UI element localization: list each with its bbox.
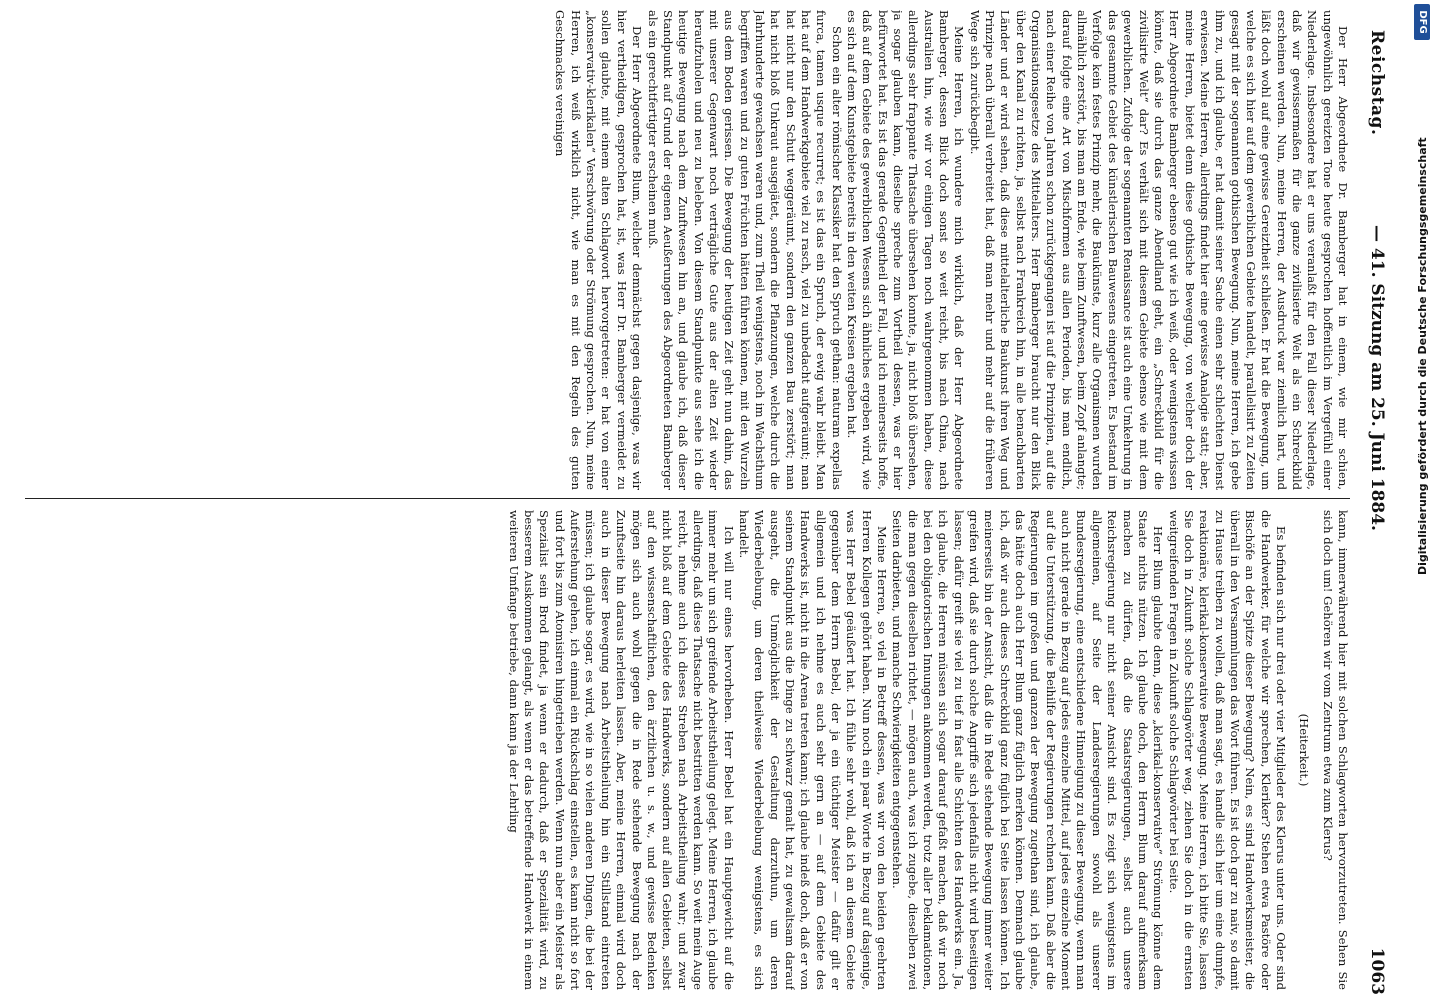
paragraph: kann, immerwährend hier mit solchen Schlagworten hervorzutreten. Sehen Sie sich doch um! Gehören wir vom Zentrum etwa zum Klerus?	[1320, 510, 1350, 990]
paragraph: Es befinden sich nur drei oder vier Mitglieder des Klerus unter uns. Oder sind die Handwerker, für welche wir sprechen, Kleriker? Stehen etwa Pastöre oder Bischöfe an der Spitze dieser Bewegung? Nein, es sind Handwerksmeister, die überall in den Versammlungen das Wort führen. Es ist doch gar zu naiv, so damit zu Hause treiben zu wollen, daß man sagt, es handle sich hier um eine dumpfe, reaktionäre, klerikal-konservative Bewegung. Meine Herren, ich bitte Sie, lassen Sie doch in Zukunft solche Schlagwörter weg, ziehen Sie doch in die ernsten weitgreifenden Fragen in Zukunft solche Schlagwörter bei Seite.	[1166, 510, 1288, 990]
left-column	[20, 10, 1350, 490]
paragraph: Schon ein alter römischer Klassiker hat den Spruch gethan: naturam expellas furca, tamen usque recurret; es ist das ein Spruch, der ewig wahr bleibt. Man hat auf dem Handwerkgebiete viel zu rasch, viel zu unbedacht aufgeräumt; man hat nicht nur den Schutt weggeräumt, sondern den ganzen Bau zerstört; man hat nicht bloß Unkraut ausgejätet, sondern die Pflanzungen, welche durch die Jahrhunderte gewachsen waren und, zum Theil wenigstens, noch im Wachsthum begriffen waren und zu guten Früchten hätten führen können, mit den Wurzeln aus dem Boden gerissen. Die Bewegung der heutigen Zeit geht nun dahin, das mit unserer Gegenwart noch verträgliche Gute aus der alten Zeit wieder heraufzuholen und neu zu beleben. Von diesem Standpunkte aus sehe ich die heutige Bewegung nach dem Zunftwesen hin an, und glaube ich, daß dieser Standpunkt auf Grund der eigenen Aeußerungen des Abgeordneten Bamberger als ein gerechtfertigter erscheinen muß.	[645, 10, 844, 490]
dfg-logo	[1414, 4, 1430, 40]
paragraph: Herr Blum glaubte denn, diese „klerikal-konservative“ Strömung könne dem Staate nichts nützen. Ich glaube doch, den Herrn Blum darauf aufmerksam machen zu dürfen, daß die Staatsregierungen, selbst auch unsere Reichsregierung nur nicht seiner Ansicht sind. Es zeigt sich wenigstens im allgemeinen, auf Seite der Landesregierungen sowohl als unserer Bundesregierung, eine entschiedene Hinneigung zu dieser Bewegung, wenn man auch nicht gerade in Bezug auf jedes einzelne Mittel, auf jedes einzelne Moment auf die Unterstützung, die Beihilfe der Regierungen rechnen kann. Daß aber die Regierungen im großen und ganzen der Bewegung zugethan sind, ich glaube, das hätte doch auch Herr Blum ganz füglich merken können. Demnach glaube ich, daß wir auch dieses Schreckbild ganz füglich bei Seite lassen können. Ich meinerseits bin der Ansicht, daß die in Rede stehende Bewegung immer weiter greifen wird, daß sie durch solche Angriffe sich jedenfalls nicht wird beseitigen lassen; dafür greift sie viel zu tief in fast alle Schichten des Handwerks ein. Ja, ich glaube, die Herren müssen sich sogar darauf gefaßt machen, daß wir noch bei den obligatorischen Innungen ankommen werden, trotz aller Deklamationen, die man gegen dieselben richtet, — mögen auch, was ich zugebe, dieselben zwei Seiten darbieten, und manche Schwierigkeiten entgegenstehen.	[890, 510, 1166, 990]
right-column	[20, 510, 1350, 990]
paragraph: Der Herr Abgeordnete Blum, welcher demnächst gegen dasjenige, was wir hier vertheidigen, gesprochen hat, ist, was Herr Dr. Bamberger vermeidet zu sollen glaubte, mit einem alten Schlagwort hervorgetreten: er hat von einer „konservativ-klerikalen“ Verschwörung oder Strömung gesprochen. Nun, meine Herren, ich weiß wirklich nicht, wie man es mit den Regeln des guten Geschmackes vereinigen	[553, 10, 645, 490]
session-title: — 41. Sitzung am 25. Juni 1884.	[1367, 225, 1387, 531]
paragraph: Ich will nur eines hervorheben. Herr Bebel hat ein Hauptgewicht auf die immer mehr um sich greifende Arbeitstheilung gelegt. Meine Herren, ich glaube allerdings, daß diese Thatsache nicht bestritten werden kann. So weit mein Auge reicht, nehme auch ich dieses Streben nach Arbeitstheilung wahr; und zwar nicht bloß auf dem Gebiete des Handwerks, sondern auf allen Gebieten, selbst auf den wissenschaftlichen, den ärztlichen u. s. w., und gewisse Bedenken mögen sich auch wohl gegen die in Rede stehende Bewegung nach der Zunftseite hin daraus herleiten lassen. Aber, meine Herren, einmal wird doch auch in dieser Bewegung nach Arbeitstheilung hin ein Stillstand eintreten müssen; ich glaube sogar, es wird, wie in so vielen anderen Dingen, die bei der Auferstehung gehen, ich einmal ein Rückschlag einstellen, es kann nicht so fort und fort bis zum Atomisiren hingetrieben werden. Wenn nun aber ein Meister als Spezialist sein Brod findet, ja wenn er dadurch, daß er Spezialität wird, zu besserem Auskommen gelangt, als wenn er das betreffende Handwerk in einem weiteren Umfange betriebe, dann kann ja der Lehrling	[506, 510, 736, 990]
running-title: Reichstag.	[1367, 30, 1387, 136]
paragraph: Der Herr Abgeordnete Dr. Bamberger hat in einem, wie mir schien, ungewöhnlich gereizten Tone heute gesprochen hoffentlich im Vergefühl einer Niederlage. Insbesondere hat er uns veranlaßt für den Fall dieser Niederlage, daß wir gewissermaßen für die ganze zivilisierte Welt als ein Schreckbild erscheinen werden. Nun, meine Herren, der Ausdruck war ziemlich hart, und läßt doch wohl auf eine gewisse Gereiztheit schließen. Er hat die Bewegung, um welche es sich hier auf dem gewerblichen Gebiete handelt, parallelisirt zu Zeiten gesagt mit der sogenannten gothischen Bewegung. Nun, meine Herren, ich gebe ihm zu, und ich glaube, er hat damit seiner Sache einen sehr schlechten Dienst erwiesen. Meine Herren, allerdings findet hier eine gewisse Analogie statt; aber, meine Herren, bietet denn diese gothische Bewegung, von welcher doch der Herr Abgeordnete Bamberger ebenso gut wie ich weiß, oder wenigstens wissen könnte, daß sie durch das ganze Abendland geht, ein „Schreckbild für die zivilisirte Welt“ dar? Es verhält sich mit diesem Gebiete ebenso wie mit dem gewerblichen. Zufolge der sogenannten Renaissance ist auch eine Umkehrung in das gesammte Gebiet des künstlerischen Bauwesens eingetreten. Es bestand im Verfolge kein festes Prinzip mehr, die Baukünste, kurz alle Organismen wurden allmählich zerstört, bis man am Ende, wie beim Zunftwesen, beim Zopf anlangte; darauf folgte eine Art von Mischformen aus allen Perioden, bis man endlich, nach einer Reihe von Jahren schon zurückgegangen ist auf die Prinzipien, auf die Organisationsgesetze des Mittelalters. Herr Bamberger braucht nur den Blick über den Kanal zu richten, ja, selbst nach Frankreich hin, in alle benachbarten Länder und er wird sehen, daß diese mittelalterliche Baukunst ihren Weg und Prinzipe nach überall verbreitet hat, daß man mehr und mehr auf die früheren Wege sich zurückbegibt.	[967, 10, 1350, 490]
page-number: 1063	[1367, 947, 1387, 995]
dfg-logo-text: DFG	[1417, 10, 1428, 34]
paragraph: Meine Herren, ich wundere mich wirklich, daß der Herr Abgeordnete Bamberger, dessen Blick doch sonst so weit reicht, bis nach China, nach Australien hin, wie wir vor einigen Tagen noch wahrgenommen haben, diese allerdings sehr frappante Thatsache übersehen konnte, ja, nicht bloß übersehen, ja sogar glauben kann, dieselbe spreche zum Vortheil dessen, was er hier befürwortet hat. Es ist das gerade Gegentheil der Fall, und ich meinerseits hoffe, daß auf dem Gebiete des gewerblichen Wesens sich ähnliches ergeben wird, wie es sich auf dem Kunstgebiete bereits in den weiten Kreisen ergeben hat.	[845, 10, 967, 490]
funding-note-text: Digitalisierung gefördert durch die Deutsche Forschungsgemeinschaft	[1416, 137, 1429, 575]
paragraph: Meine Herren, so viel in Betreff dessen, was wir von den beiden geehrten Herren Kollegen gehört haben. Nun noch ein paar Worte in Bezug auf dasjenige, was Herr Bebel geäußert hat. Ich fühle sehr wohl, daß ich an diesem Gebiete gegenüber dem Herrn Bebel, der ja ein tüchtiger Meister — dafür gilt er allgemein und ich nehme es auch sehr gern an — auf dem Gebiete des Handwerks ist, nicht in die Arena treten kann; ich glaube indeß doch, daß er von seinem Standpunkt aus die Dinge zu schwarz gemalt hat, zu gewaltsam darauf ausgeht, die Unmöglichkeit der Gestaltung darzuthun, um deren Wiederbelebung, um deren theilweise Wiederbelebung wenigstens, es sich handelt.	[736, 510, 890, 990]
interjection: (Heiterkeit.)	[1297, 713, 1312, 787]
column-divider	[25, 498, 1350, 499]
